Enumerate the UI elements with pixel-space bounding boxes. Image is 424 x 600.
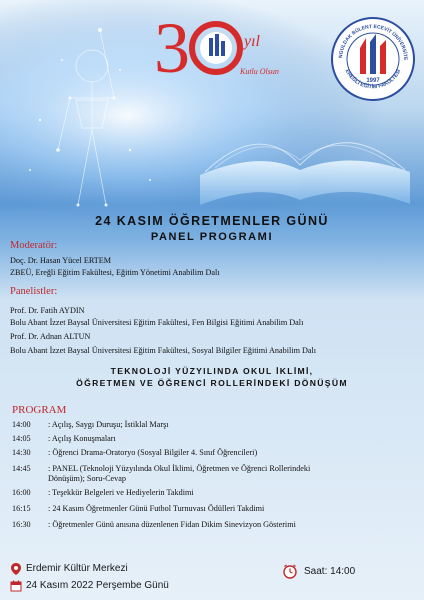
moderator-name: Doç. Dr. Hasan Yücel ERTEM xyxy=(10,256,112,265)
program-time: 16:15 xyxy=(12,504,31,513)
faculty-seal-logo xyxy=(330,16,416,102)
program-text: : PANEL (Teknoloji Yüzyılında Okul İklimi, Öğretmen ve Öğrenci Rollerindeki Dönüşüm); Soru-Cevap xyxy=(48,464,311,483)
program-text: : Açılış Konuşmaları xyxy=(48,434,116,443)
program-time: 16:30 xyxy=(12,520,31,529)
title-line-1: 24 KASIM ÖĞRETMENLER GÜNÜ xyxy=(95,214,329,228)
time-text: Saat: 14:00 xyxy=(304,566,356,577)
program-time: 14:00 xyxy=(12,420,31,429)
date-text: 24 Kasım 2022 Perşembe Günü xyxy=(26,580,169,591)
venue-text: Erdemir Kültür Merkezi xyxy=(26,563,128,574)
anniversary-suffix: yıl xyxy=(244,33,260,50)
calendar-icon xyxy=(10,580,22,592)
anniversary-digit: 3 xyxy=(154,8,190,88)
program-time: 16:00 xyxy=(12,488,31,497)
clock-icon xyxy=(282,563,298,579)
program-text: : Açılış, Saygı Duruşu; İstiklal Marşı xyxy=(48,420,169,429)
program-text: : Teşekkür Belgeleri ve Hediyelerin Takdimi xyxy=(48,488,194,497)
seal-text-bottom: EREĞLİ EĞİTİM FAKÜLTESİ xyxy=(343,68,403,91)
panelist-name: Prof. Dr. Adnan ALTUN xyxy=(10,332,91,341)
moderator-affiliation: ZBEÜ, Ereğli Eğitim Fakültesi, Eğitim Yönetimi Anabilim Dalı xyxy=(10,268,220,277)
moderator-heading: Moderatör: xyxy=(10,240,58,251)
program-text: : Öğretmenler Günü anısına düzenlenen Fidan Dikim Sinevizyon Gösterimi xyxy=(48,520,296,529)
program-time: 14:45 xyxy=(12,464,31,473)
title-line-2: PANEL PROGRAMI xyxy=(150,231,274,243)
panel-title xyxy=(0,214,424,243)
program-time: 14:30 xyxy=(12,448,31,457)
anniversary-tagline: Kutlu Olsun xyxy=(240,67,279,76)
program-heading: PROGRAM xyxy=(12,404,67,416)
anniversary-logo xyxy=(152,8,279,88)
panelists-heading: Panelistler: xyxy=(10,286,58,297)
theme-line-1: TEKNOLOJİ YÜZYILINDA OKUL İKLİMİ, xyxy=(110,366,314,376)
program-time: 14:05 xyxy=(12,434,31,443)
panelist-affiliation: Bolu Abant İzzet Baysal Üniversitesi Eğitim Fakültesi, Fen Bilgisi Eğitimi Anabilim Dalı xyxy=(10,318,304,327)
seal-year: 1997 xyxy=(366,78,380,84)
location-pin-icon xyxy=(10,562,22,576)
program-text: : 24 Kasım Öğretmenler Günü Futbol Turnuvası Ödülleri Takdimi xyxy=(48,504,265,513)
seal-text-top: NGULDAK BÜLENT ECEVİT ÜNİVERSİTE xyxy=(337,23,409,61)
panelist-name: Prof. Dr. Fatih AYDIN xyxy=(10,306,85,315)
panelist-affiliation: Bolu Abant İzzet Baysal Üniversitesi Eğitim Fakültesi, Sosyal Bilgiler Eğitimi Anabilim Dalı xyxy=(10,346,317,355)
program-text: : Öğrenci Drama-Oratoryo (Sosyal Bilgiler 4. Sınıf Öğrencileri) xyxy=(48,448,258,457)
theme-line-2: ÖĞRETMEN VE ÖĞRENCİ ROLLERİNDEKİ DÖNÜŞÜM xyxy=(76,378,348,388)
